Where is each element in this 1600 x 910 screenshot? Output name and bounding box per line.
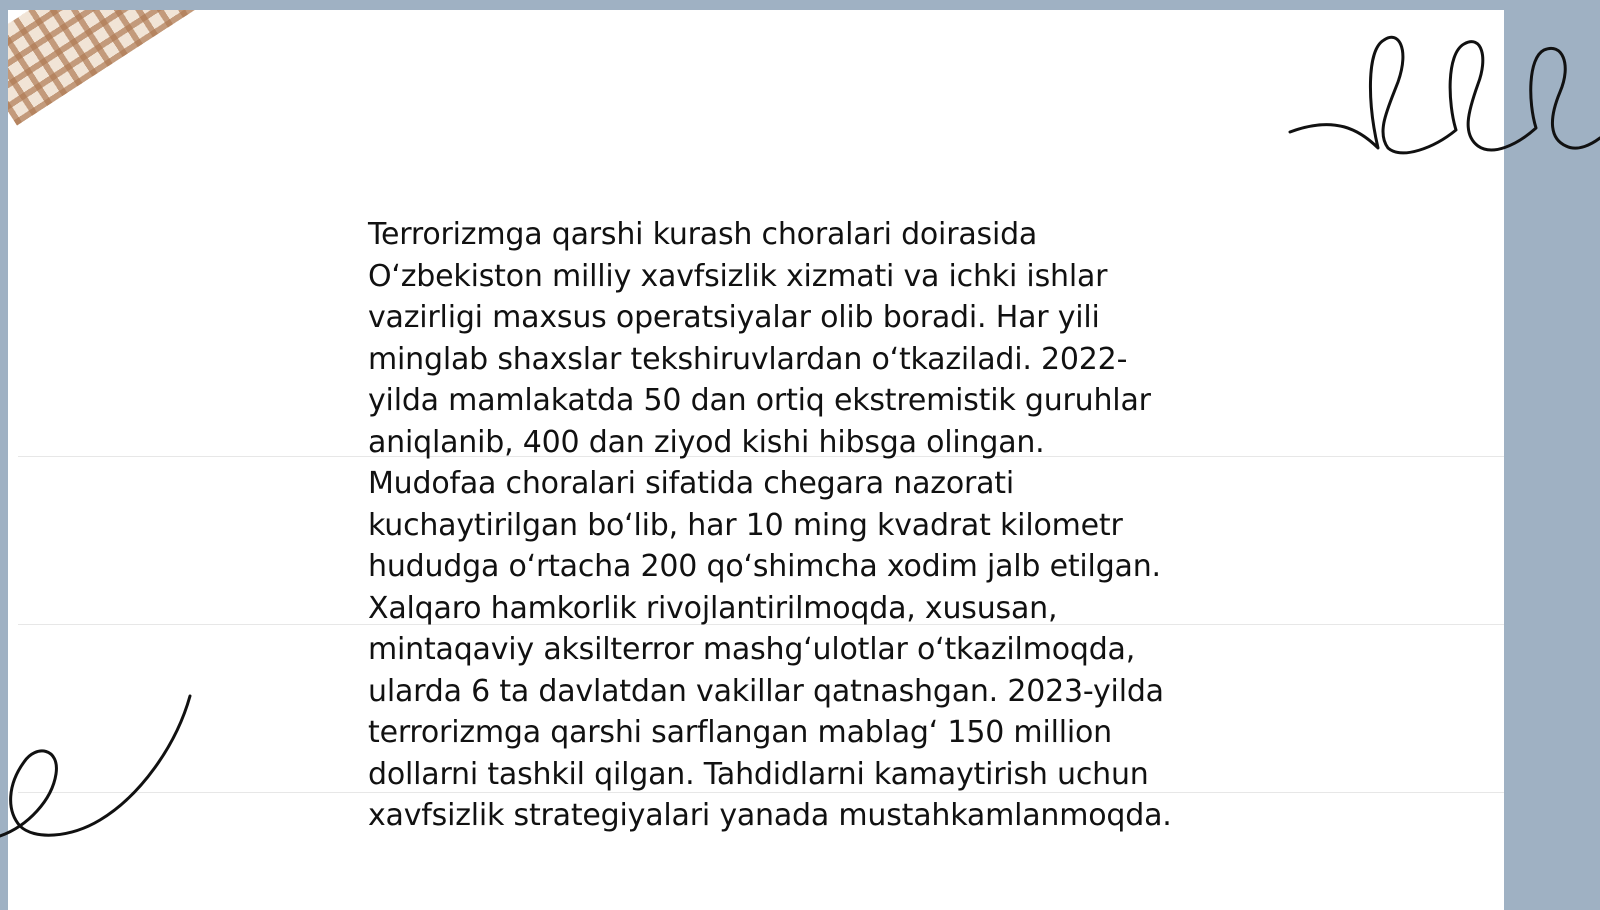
paper-sheet	[8, 10, 1504, 910]
main-paragraph: Terrorizmga qarshi kurash choralari doirasida O‘zbekiston milliy xavfsizlik xizmati va ichki ishlar vazirligi maxsus operatsiyalar olib boradi. Har yili minglab shaxslar tekshiruvlardan o‘tkaziladi. 2022- yilda mamlakatda 50 dan ortiq ekstremistik guruhlar aniqlanib, 400 dan ziyod kishi hibsga olingan. Mudofaa choralari sifatida chegara nazorati kuchaytirilgan bo‘lib, har 10 ming kvadrat kilometr hududga o‘rtacha 200 qo‘shimcha xodim jalb etilgan. Xalqaro hamkorlik rivojlantirilmoqda, xususan, mintaqaviy aksilterror mashg‘ulotlar o‘tkazilmoqda, ularda 6 ta davlatdan vakillar qatnashgan. 2023-yilda terrorizmga qarshi sarflangan mablag‘ 150 million dollarni tashkil qilgan. Tahdidlarni kamaytirish uchun xavfsizlik strategiyalari yanada mustahkamlanmoqda.	[368, 217, 1172, 833]
plaid-tape-decoration	[8, 10, 537, 125]
